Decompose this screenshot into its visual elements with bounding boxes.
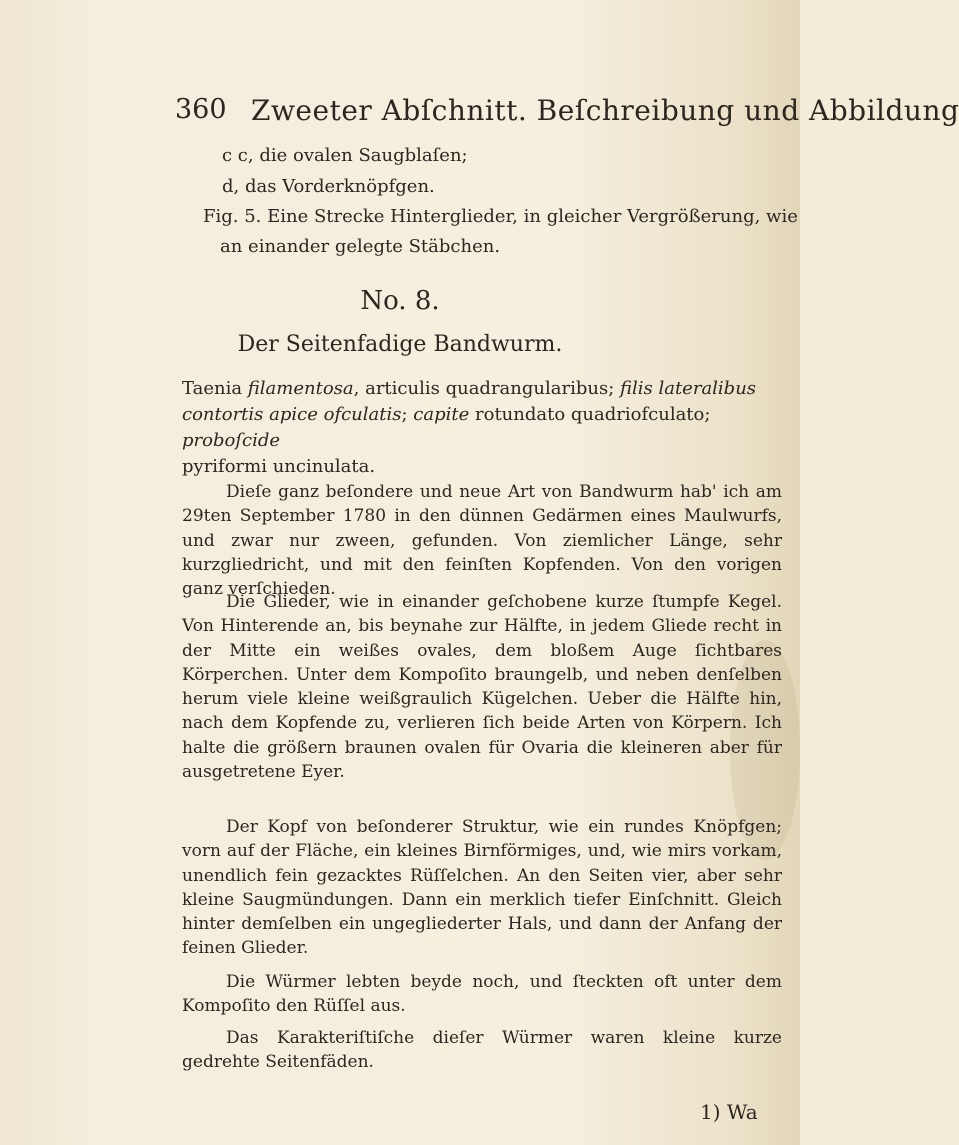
figure-caption-line-1: Fig. 5. Eine Strecke Hinterglieder, in gleicher Vergrößerung, wie: [203, 206, 798, 227]
footnote-marker: 1) Wa: [700, 1100, 758, 1124]
paragraph-4: Die Würmer lebten beyde noch, und ſteckten oft unter dem Kompoſito den Rüſſel aus.: [182, 972, 782, 1017]
item-label: c c,: [222, 145, 260, 166]
figure-caption-line-2: an einander gelegte Stäbchen.: [220, 236, 501, 257]
page-number: 360: [175, 94, 227, 125]
list-item-d: [222, 176, 435, 198]
paragraph-3: Der Kopf von beſonderer Struktur, wie ein rundes Knöpfgen; vorn auf der Fläche, ein kleines Birnförmiges, und, wie mirs vorkam, unendlich fein gezacktes Rüſſelchen. An den Seiten vier, aber sehr kleine Saugmündungen. Dann ein merklich tiefer Einſchnitt. Gleich hinter demſelben ein ungegliederter Hals, und dann der Anfang der feinen Glieder.: [182, 817, 782, 959]
item-text: die ovalen Saugblaſen;: [259, 145, 468, 166]
section-title: Der Seitenfadige Bandwurm.: [237, 332, 563, 357]
section-number: No. 8.: [360, 286, 440, 316]
list-item-c: [222, 145, 468, 167]
paragraph-1: Dieſe ganz beſondere und neue Art von Bandwurm hab' ich am 29ten September 1780 in den dünnen Gedärmen eines Maulwurfs, und zwar nur zween, gefunden. Von ziemlicher Länge, sehr kurzgliedricht, und mit den feinſten Kopfenden. Von den vorigen ganz verſchieden.: [182, 482, 782, 600]
latin-description: Taenia filamentosa, articulis quadrangularibus; filis lateralibus contortis apice ofculatis; capite rotundato quadriofculato; proboſcide pyriformi uncinulata.: [182, 378, 757, 477]
item-text: das Vorderknöpfgen.: [244, 176, 435, 197]
running-head: Zweeter Abſchnitt. Beſchreibung und Abbildung: [251, 94, 959, 127]
item-label: d,: [222, 176, 245, 197]
paragraph-5: Das Karakteriſtiſche dieſer Würmer waren kleine kurze gedrehte Seitenfäden.: [182, 1028, 782, 1073]
paragraph-2: Die Glieder, wie in einander geſchobene kurze ſtumpfe Kegel. Von Hinterende an, bis beynahe zur Hälfte, in jedem Gliede recht in der Mitte ein weißes ovales, dem bloßem Auge ſichtbares Körperchen. Unter dem Kompoſito braungelb, und neben denſelben herum viele kleine weißgraulich Kügelchen. Ueber die Hälfte hin, nach dem Kopfende zu, verlieren ſich beide Arten von Körpern. Ich halte die größern braunen ovalen für Ovaria die kleineren aber für ausgetretene Eyer.: [182, 592, 782, 783]
